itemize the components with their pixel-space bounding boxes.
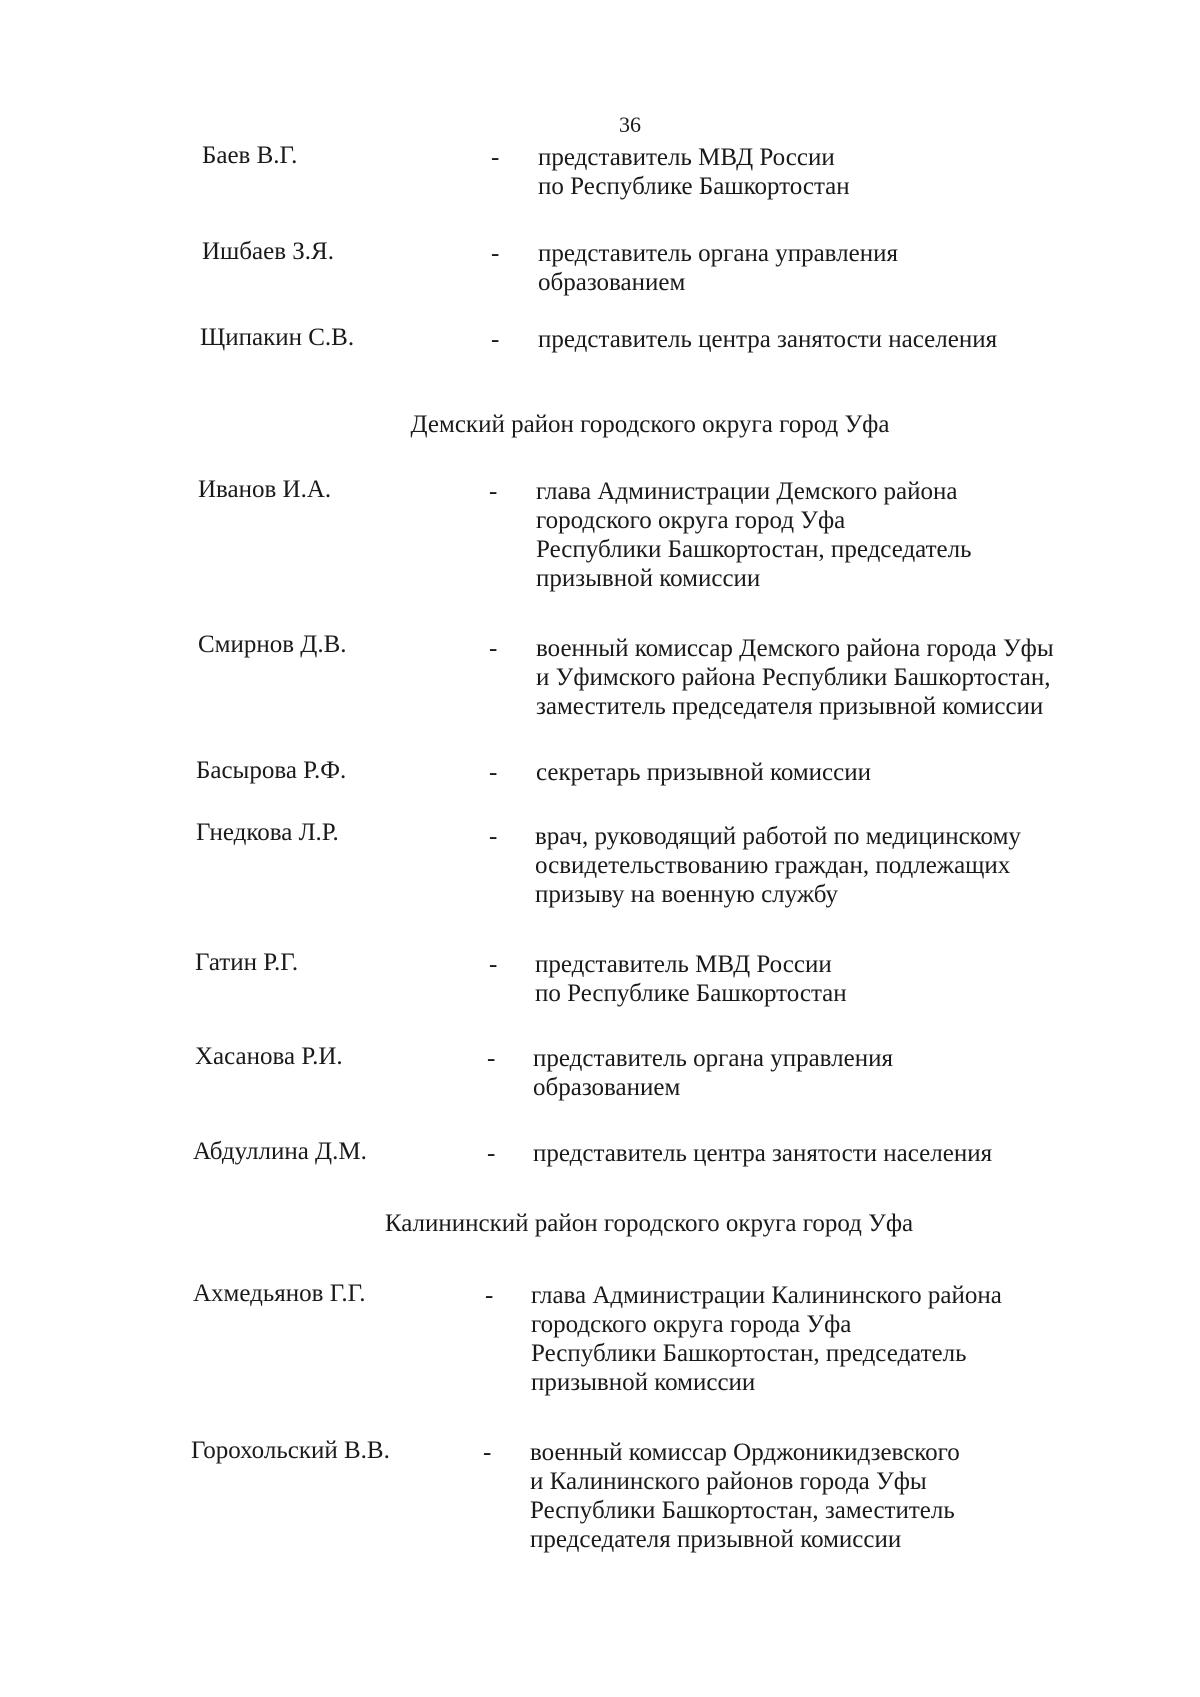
member-role [535, 822, 1021, 909]
entry-dash: - [489, 951, 498, 978]
member-name: Иванов И.А. [198, 476, 332, 503]
page-number: 36 [619, 112, 641, 137]
entry-dash: - [491, 144, 500, 171]
role-line: городского округа город Уфа [536, 507, 846, 534]
entry-dash: - [483, 1439, 492, 1466]
member-name: Горохольский В.В. [191, 1437, 390, 1464]
role-line: образованием [538, 269, 686, 296]
role-line: представитель органа управления [538, 240, 898, 267]
role-line: Республики Башкортостан, председатель [536, 536, 972, 563]
role-line: городского округа города Уфа [531, 1311, 852, 1338]
entry-dash: - [489, 635, 498, 662]
role-line: военный комиссар Демского района города Уфы [536, 635, 1054, 662]
role-line: и Уфимского района Республики Башкортостан, [536, 664, 1051, 691]
role-line: военный комиссар Орджоникидзевского [530, 1439, 960, 1466]
role-line: образованием [533, 1074, 681, 1101]
role-line: призывной комиссии [531, 1369, 756, 1396]
member-name: Абдуллина Д.М. [193, 1138, 367, 1165]
role-line: призыву на военную службу [535, 881, 839, 908]
role-line: по Республике Башкортостан [535, 980, 847, 1007]
member-name: Басырова Р.Ф. [196, 757, 347, 784]
role-line: представитель центра занятости населения [538, 326, 998, 353]
role-line: глава Администрации Демского района [536, 478, 958, 505]
member-name: Щипакин С.В. [200, 324, 355, 351]
member-role [535, 950, 847, 1008]
member-name: Смирнов Д.В. [198, 631, 347, 658]
member-name: Ахмедьянов Г.Г. [193, 1280, 366, 1307]
role-line: заместитель председателя призывной комиссии [536, 693, 1044, 720]
member-name: Ишбаев З.Я. [202, 238, 334, 265]
member-role [538, 325, 997, 354]
member-role [531, 1281, 1002, 1397]
role-line: глава Администрации Калининского района [531, 1282, 1002, 1309]
member-name: Гатин Р.Г. [195, 949, 299, 976]
member-name: Баев В.Г. [202, 142, 298, 169]
member-role [538, 143, 850, 201]
role-line: освидетельствованию граждан, подлежащих [535, 852, 1011, 879]
role-line: председателя призывной комиссии [530, 1526, 902, 1553]
entry-dash: - [489, 759, 498, 786]
member-role [530, 1438, 960, 1554]
role-line: по Республике Башкортостан [538, 173, 850, 200]
member-role [533, 1139, 992, 1168]
entry-dash: - [489, 478, 498, 505]
role-line: Республики Башкортостан, председатель [531, 1340, 967, 1367]
role-line: представитель центра занятости населения [533, 1140, 993, 1167]
entry-dash: - [487, 1045, 496, 1072]
entry-dash: - [489, 823, 498, 850]
entry-dash: - [485, 1282, 494, 1309]
member-role [536, 634, 1054, 721]
member-role [536, 477, 972, 593]
entry-dash: - [491, 240, 500, 267]
role-line: призывной комиссии [536, 565, 761, 592]
role-line: представитель МВД России [538, 144, 835, 171]
role-line: представитель органа управления [533, 1045, 893, 1072]
member-role [536, 758, 871, 787]
entry-dash: - [487, 1140, 496, 1167]
member-role [538, 239, 898, 297]
role-line: и Калининского районов города Уфы [530, 1468, 927, 1495]
role-line: Республики Башкортостан, заместитель [530, 1497, 955, 1524]
member-name: Гнедкова Л.Р. [196, 819, 339, 846]
entry-dash: - [491, 326, 500, 353]
role-line: секретарь призывной комиссии [536, 759, 872, 786]
member-role [533, 1044, 893, 1102]
section-heading: Демский район городского округа город Уфа [410, 411, 890, 438]
role-line: врач, руководящий работой по медицинскому [535, 823, 1021, 850]
member-name: Хасанова Р.И. [195, 1043, 343, 1070]
section-heading: Калининский район городского округа город Уфа [384, 1210, 914, 1237]
role-line: представитель МВД России [535, 951, 832, 978]
